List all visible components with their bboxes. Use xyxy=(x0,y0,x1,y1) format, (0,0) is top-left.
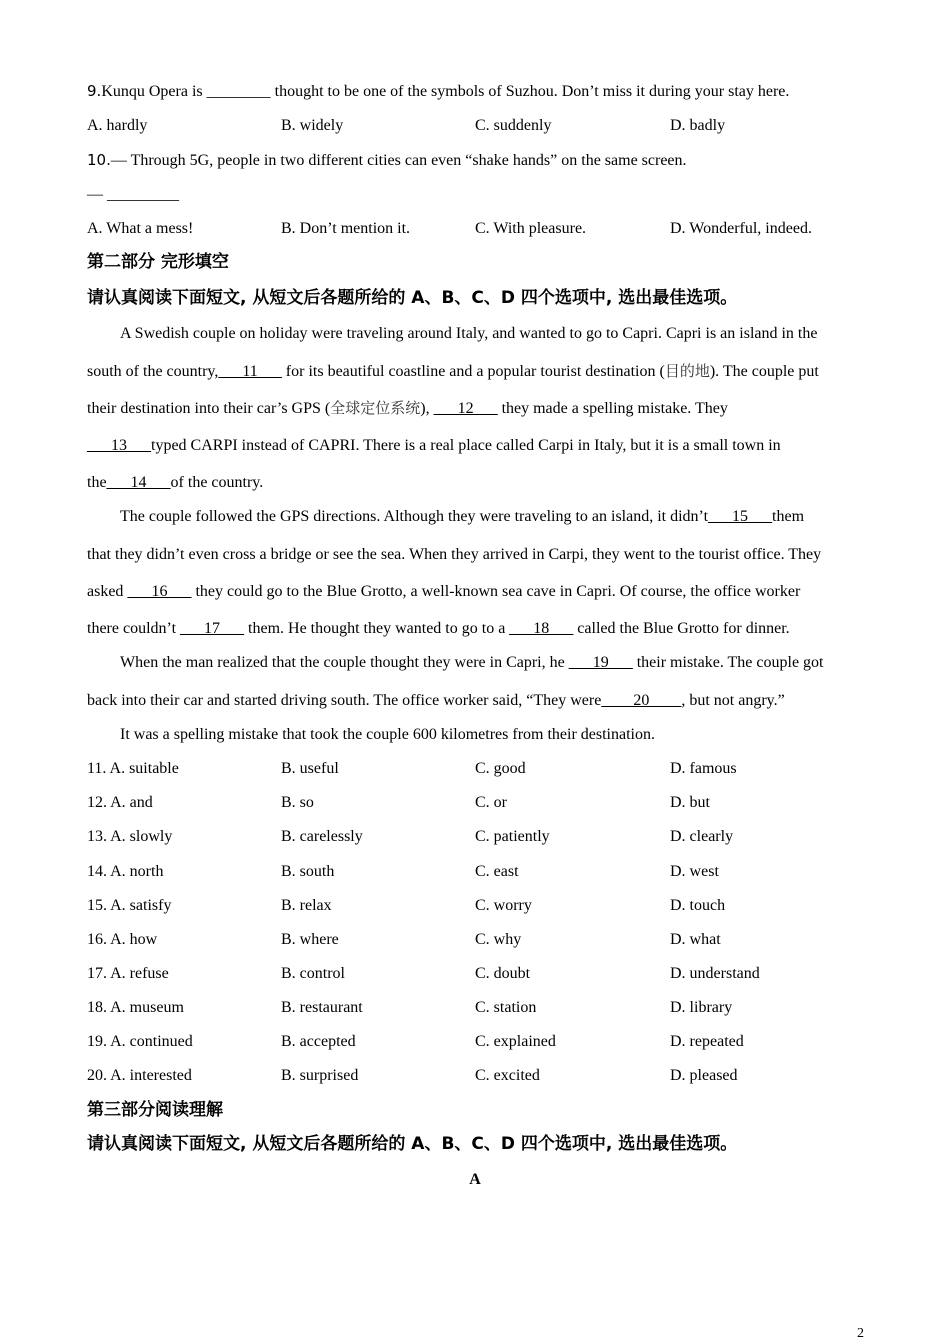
cloze-options-15 xyxy=(87,896,867,916)
passage-p1-line4 xyxy=(87,436,781,456)
option-d: D. clearly xyxy=(670,828,734,845)
cloze-options-18 xyxy=(87,998,867,1018)
option-d: D. famous xyxy=(670,760,737,777)
cloze-options-13 xyxy=(87,827,867,847)
blank-15: ___15___ xyxy=(708,508,773,525)
option-c: C. east xyxy=(475,863,519,880)
passage-p1-line2 xyxy=(87,361,819,382)
cloze-options-19 xyxy=(87,1032,867,1052)
text-segment: their destination into their car’s GPS ( xyxy=(87,400,331,417)
passage-p3-line2 xyxy=(87,691,785,711)
question-number: 9. xyxy=(87,82,102,100)
option-c: C. With pleasure. xyxy=(475,220,587,237)
cloze-options-14 xyxy=(87,862,867,882)
option-c: C. good xyxy=(475,760,526,777)
option-a: 20. A. interested xyxy=(87,1067,192,1084)
blank-16: ___16___ xyxy=(127,583,192,600)
option-c: C. why xyxy=(475,931,522,948)
option-b: B. where xyxy=(281,931,339,948)
question-10 xyxy=(87,150,687,171)
option-b: B. south xyxy=(281,863,335,880)
option-a: 12. A. and xyxy=(87,794,153,811)
option-a: 13. A. slowly xyxy=(87,828,173,845)
passage-p2-line2: that they didn’t even cross a bridge or see the sea. When they arrived in Carpi, they went to the tourist office. They xyxy=(87,546,822,563)
option-b: B. control xyxy=(281,965,345,982)
text-segment: south of the country, xyxy=(87,363,219,380)
part2-title: 第二部分 完形填空 xyxy=(87,252,229,272)
option-a: 17. A. refuse xyxy=(87,965,169,982)
passage-p1-line5 xyxy=(87,473,263,493)
part2-instruction: 请认真阅读下面短文, 从短文后各题所给的 A、B、C、D 四个选项中, 选出最佳选项。 xyxy=(87,288,738,308)
cloze-options-16 xyxy=(87,930,867,950)
option-a: A. hardly xyxy=(87,117,148,134)
option-b: B. carelessly xyxy=(281,828,363,845)
question-text: — Through 5G, people in two different cities can even “shake hands” on the same screen. xyxy=(110,152,687,169)
blank-19: ___19___ xyxy=(568,654,633,671)
passage-p3-line1 xyxy=(120,653,824,673)
option-b: B. surprised xyxy=(281,1067,359,1084)
option-d: D. west xyxy=(670,863,719,880)
option-a: 19. A. continued xyxy=(87,1033,193,1050)
passage-p2-line1 xyxy=(120,507,804,527)
option-c: C. suddenly xyxy=(475,117,552,134)
option-b: B. useful xyxy=(281,760,339,777)
text-segment: for its beautiful coastline and a popular tourist destination ( xyxy=(281,363,665,380)
option-d: D. understand xyxy=(670,965,760,982)
part3-instruction: 请认真阅读下面短文, 从短文后各题所给的 A、B、C、D 四个选项中, 选出最佳选项。 xyxy=(87,1134,738,1154)
question-text: Kunqu Opera is ________ thought to be one of the symbols of Suzhou. Don’t miss it during your stay here. xyxy=(101,83,790,100)
text-segment: they could go to the Blue Grotto, a well-known sea cave in Capri. Of course, the office worker xyxy=(191,583,801,600)
chinese-gloss: 目的地 xyxy=(664,362,710,380)
blank-20: ____20____ xyxy=(601,692,682,709)
cloze-options-12 xyxy=(87,793,867,813)
option-d: D. library xyxy=(670,999,733,1016)
option-b: B. so xyxy=(281,794,314,811)
part3-title: 第三部分阅读理解 xyxy=(87,1100,223,1120)
option-a: 14. A. north xyxy=(87,863,164,880)
text-segment: the xyxy=(87,474,107,491)
text-segment: them. He thought they wanted to go to a xyxy=(244,620,510,637)
cloze-options-17 xyxy=(87,964,867,984)
option-c: C. station xyxy=(475,999,537,1016)
option-d: D. what xyxy=(670,931,721,948)
passage-p4: It was a spelling mistake that took the couple 600 kilometres from their destination. xyxy=(120,726,655,743)
text-segment: ), xyxy=(420,400,434,417)
text-segment: their mistake. The couple got xyxy=(632,654,824,671)
question-10-options xyxy=(87,219,867,239)
option-b: B. accepted xyxy=(281,1033,356,1050)
option-b: B. restaurant xyxy=(281,999,363,1016)
option-d: D. touch xyxy=(670,897,726,914)
option-d: D. but xyxy=(670,794,710,811)
text-segment: them xyxy=(772,508,805,525)
question-10-reply: — _________ xyxy=(87,186,179,203)
option-b: B. relax xyxy=(281,897,332,914)
blank-12: ___12___ xyxy=(433,400,498,417)
cloze-options-11 xyxy=(87,759,867,779)
blank-18: ___18___ xyxy=(509,620,574,637)
option-b: B. widely xyxy=(281,117,344,134)
option-c: C. or xyxy=(475,794,507,811)
section-label: A xyxy=(469,1171,481,1188)
chinese-gloss: 全球定位系统 xyxy=(330,399,421,417)
blank-17: ___17___ xyxy=(180,620,245,637)
option-a: A. What a mess! xyxy=(87,220,194,237)
passage-p2-line4 xyxy=(87,619,790,639)
question-9 xyxy=(87,81,789,102)
option-c: C. excited xyxy=(475,1067,540,1084)
text-segment: , but not angry.” xyxy=(681,692,785,709)
option-c: C. patiently xyxy=(475,828,550,845)
option-c: C. doubt xyxy=(475,965,531,982)
option-d: D. repeated xyxy=(670,1033,744,1050)
option-a: 16. A. how xyxy=(87,931,158,948)
option-c: C. explained xyxy=(475,1033,556,1050)
cloze-options-20 xyxy=(87,1066,867,1086)
question-number: 10. xyxy=(87,151,111,169)
option-d: D. pleased xyxy=(670,1067,738,1084)
blank-11: ___11___ xyxy=(218,363,282,380)
option-c: C. worry xyxy=(475,897,532,914)
option-a: 11. A. suitable xyxy=(87,760,179,777)
passage-p1-line1: A Swedish couple on holiday were traveling around Italy, and wanted to go to Capri. Capri is an island in the xyxy=(120,325,818,342)
text-segment: of the country. xyxy=(170,474,264,491)
text-segment: back into their car and started driving south. The office worker said, “They were xyxy=(87,692,602,709)
blank-14: ___14___ xyxy=(106,474,171,491)
page-number: 2 xyxy=(857,1326,864,1341)
option-b: B. Don’t mention it. xyxy=(281,220,411,237)
option-d: D. Wonderful, indeed. xyxy=(670,220,812,237)
text-segment: ). The couple put xyxy=(709,363,819,380)
text-segment: The couple followed the GPS directions. Although they were traveling to an island, it didn’t xyxy=(120,508,709,525)
blank-13: ___13___ xyxy=(87,437,151,454)
option-a: 18. A. museum xyxy=(87,999,184,1016)
passage-p1-line3 xyxy=(87,398,728,419)
option-d: D. badly xyxy=(670,117,726,134)
text-segment: called the Blue Grotto for dinner. xyxy=(573,620,790,637)
text-segment: they made a spelling mistake. They xyxy=(497,400,728,417)
text-segment: When the man realized that the couple thought they were in Capri, he xyxy=(120,654,569,671)
passage-p2-line3 xyxy=(87,582,800,602)
question-9-options xyxy=(87,116,867,136)
option-a: 15. A. satisfy xyxy=(87,897,172,914)
text-segment: typed CARPI instead of CAPRI. There is a real place called Carpi in Italy, but it is a small town in xyxy=(151,437,781,454)
text-segment: asked xyxy=(87,583,128,600)
text-segment: there couldn’t xyxy=(87,620,181,637)
